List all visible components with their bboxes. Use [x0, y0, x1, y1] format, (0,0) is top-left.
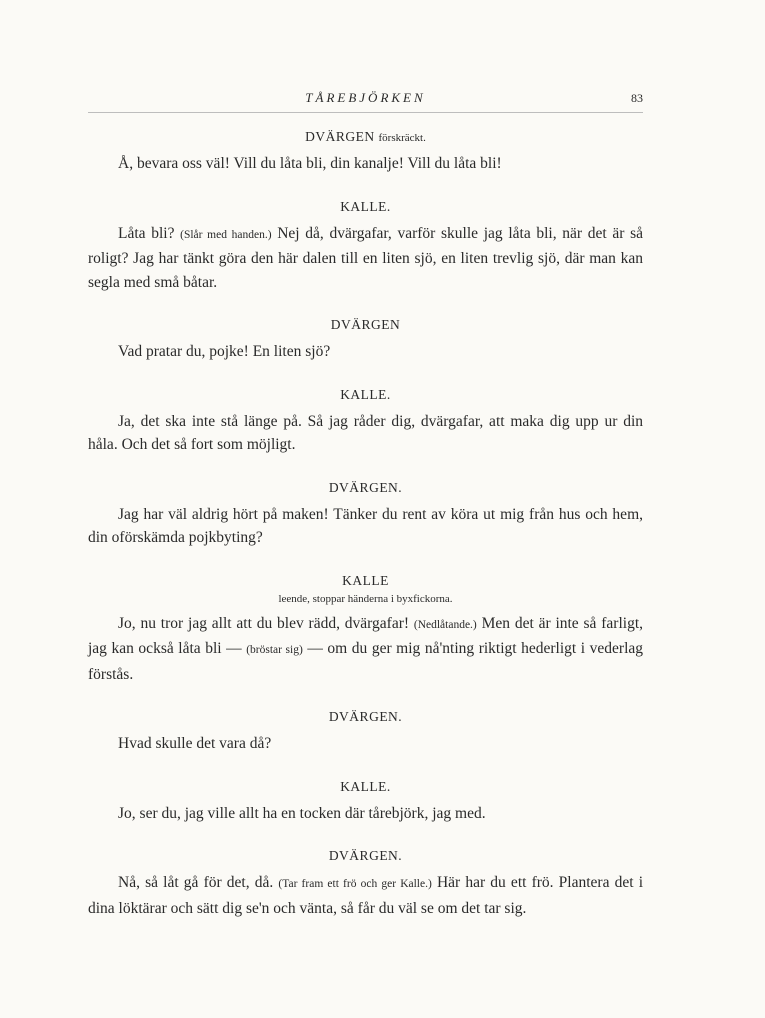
dialogue-paragraph: Jo, nu tror jag allt att du blev rädd, dvärgafar! (Nedlåtande.) Men det är inte så farligt, jag kan också låta bli — (bröstar sig) — om du ger mig nå'nting riktigt hederligt i vederlag förstås. [88, 614, 644, 683]
stage-direction: (bröstar sig) [246, 644, 303, 656]
page-header [88, 90, 643, 114]
speaker-name: KALLE. [340, 778, 391, 794]
speaker-name: KALLE. [340, 198, 391, 214]
running-title: TÅREBJÖRKEN [305, 90, 426, 105]
header-rule [88, 112, 643, 113]
dialogue-paragraph: Låta bli? (Slår med handen.) Nej då, dvärgafar, varför skulle jag låta bli, när det är så roligt? Jag har tänkt göra den här dalen till en liten sjö, en liten trevlig sjö, där man kan segla med små båtar. [88, 224, 643, 291]
dialogue-paragraph: Hvad skulle det vara då? [118, 735, 272, 752]
stage-direction: förskräckt. [378, 132, 426, 144]
stage-direction: (Slår med handen.) [180, 228, 272, 241]
dialogue-paragraph: Nå, så låt gå för det, då. (Tar fram ett frö och ger Kalle.) Här har du ett frö. Plantera det i dina löktärar och sätt dig se'n och vänta, så får du väl se om det tar sig. [88, 874, 643, 917]
dialogue-paragraph: Å, bevara oss väl! Vill du låta bli, din kanalje! Vill du låta bli! [118, 155, 502, 172]
dialogue-paragraph: Ja, det ska inte stå länge på. Så jag råder dig, dvärgafar, att maka dig upp ur din håla. Och det så fort som möjligt. [88, 412, 643, 453]
page-number: 83 [631, 91, 643, 105]
speaker-name: KALLE. [340, 386, 391, 402]
speaker-name: DVÄRGEN. [328, 479, 403, 495]
play-text [88, 128, 643, 920]
speaker-name: DVÄRGEN förskräckt. [305, 129, 426, 144]
dialogue-paragraph: Vad pratar du, pojke! En liten sjö? [118, 343, 331, 360]
stage-direction: (Tar fram ett frö och ger Kalle.) [278, 878, 432, 890]
stage-direction: leende, stoppar händerna i byxfickorna. [278, 592, 453, 605]
dialogue-paragraph: Jag har väl aldrig hört på maken! Tänker du rent av köra ut mig från hus och hem, din oförskämda pojkbyting? [88, 505, 643, 546]
dialogue-paragraph: Jo, ser du, jag ville allt ha en tocken där tårebjörk, jag med. [118, 804, 486, 822]
speaker-name: KALLE [342, 572, 389, 588]
speaker-name: DVÄRGEN [330, 317, 401, 332]
speaker-name: DVÄRGEN. [328, 709, 403, 724]
speaker-name: DVÄRGEN. [328, 848, 403, 863]
stage-direction: (Nedlåtande.) [413, 618, 477, 631]
